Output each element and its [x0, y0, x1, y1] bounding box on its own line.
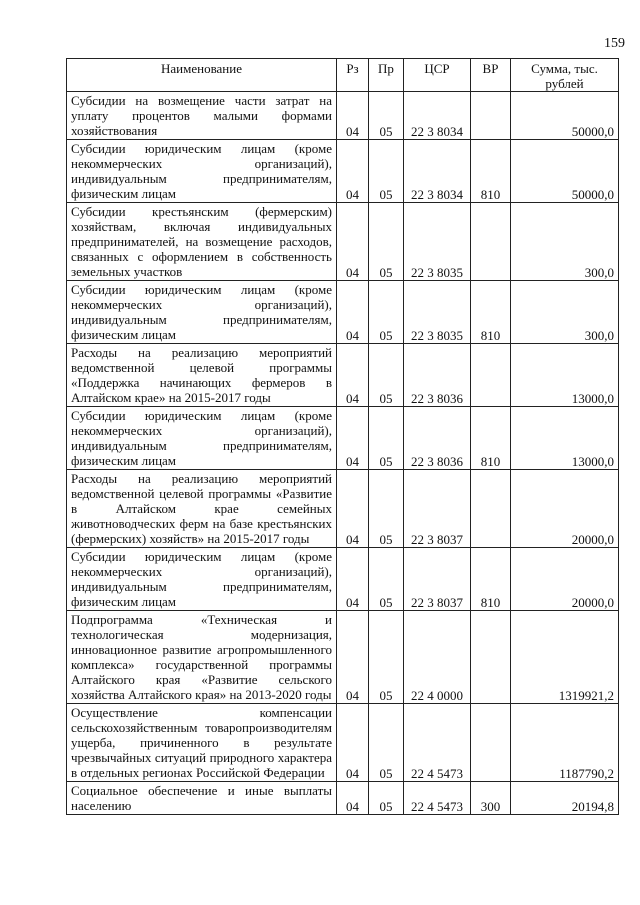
header-vr: ВР — [471, 59, 511, 92]
cell-pr: 05 — [369, 611, 404, 704]
cell-rz: 04 — [337, 407, 369, 470]
cell-rz: 04 — [337, 704, 369, 782]
table-row — [67, 140, 619, 203]
cell-pr: 05 — [369, 92, 404, 140]
cell-name: Социальное обеспечение и иные выплаты населению — [67, 782, 337, 815]
cell-vr: 810 — [471, 281, 511, 344]
header-name: Наименование — [67, 59, 337, 92]
cell-pr: 05 — [369, 470, 404, 548]
table-header-row — [67, 59, 619, 92]
cell-csr: 22 3 8035 — [404, 203, 471, 281]
cell-csr: 22 4 5473 — [404, 704, 471, 782]
cell-name: Субсидии юридическим лицам (кроме некоммерческих организаций), индивидуальным предпринимателям, физическим лицам — [67, 407, 337, 470]
cell-name: Расходы на реализацию мероприятий ведомственной целевой программы «Поддержка начинающих фермеров в Алтайском крае» на 2015-2017 годы — [67, 344, 337, 407]
cell-csr: 22 3 8037 — [404, 548, 471, 611]
cell-vr — [471, 203, 511, 281]
cell-csr: 22 4 5473 — [404, 782, 471, 815]
cell-csr: 22 4 0000 — [404, 611, 471, 704]
header-rz: Рз — [337, 59, 369, 92]
cell-csr: 22 3 8034 — [404, 140, 471, 203]
cell-pr: 05 — [369, 407, 404, 470]
cell-name: Подпрограмма «Техническая и технологическая модернизация, инновационное развитие агропромышленного комплекса» государственной программы Алтайского края «Развитие сельского хозяйства Алтайского края» на 2013-2020 годы — [67, 611, 337, 704]
page-number: 159 — [604, 36, 625, 51]
table-row — [67, 470, 619, 548]
cell-vr: 810 — [471, 548, 511, 611]
cell-sum: 20194,8 — [511, 782, 619, 815]
cell-vr — [471, 470, 511, 548]
cell-pr: 05 — [369, 140, 404, 203]
budget-table — [66, 58, 619, 815]
cell-csr: 22 3 8034 — [404, 92, 471, 140]
cell-csr: 22 3 8035 — [404, 281, 471, 344]
cell-name: Субсидии юридическим лицам (кроме некоммерческих организаций), индивидуальным предпринимателям, физическим лицам — [67, 140, 337, 203]
cell-rz: 04 — [337, 92, 369, 140]
cell-pr: 05 — [369, 281, 404, 344]
cell-pr: 05 — [369, 548, 404, 611]
cell-rz: 04 — [337, 281, 369, 344]
cell-name: Расходы на реализацию мероприятий ведомственной целевой программы «Развитие в Алтайском крае семейных животноводческих ферм на базе крестьянских (фермерских) хозяйств» на 2015-2017 годы — [67, 470, 337, 548]
table-row — [67, 611, 619, 704]
cell-sum: 50000,0 — [511, 140, 619, 203]
cell-rz: 04 — [337, 470, 369, 548]
header-sum: Сумма, тыс. рублей — [511, 59, 619, 92]
cell-sum: 300,0 — [511, 203, 619, 281]
cell-pr: 05 — [369, 782, 404, 815]
cell-vr — [471, 704, 511, 782]
cell-name: Субсидии юридическим лицам (кроме некоммерческих организаций), индивидуальным предпринимателям, физическим лицам — [67, 548, 337, 611]
cell-csr: 22 3 8036 — [404, 407, 471, 470]
cell-vr: 300 — [471, 782, 511, 815]
cell-rz: 04 — [337, 611, 369, 704]
cell-pr: 05 — [369, 203, 404, 281]
cell-rz: 04 — [337, 203, 369, 281]
cell-sum: 20000,0 — [511, 548, 619, 611]
header-pr: Пр — [369, 59, 404, 92]
cell-sum: 20000,0 — [511, 470, 619, 548]
cell-rz: 04 — [337, 140, 369, 203]
cell-csr: 22 3 8036 — [404, 344, 471, 407]
cell-sum: 13000,0 — [511, 344, 619, 407]
table-row — [67, 281, 619, 344]
cell-vr: 810 — [471, 407, 511, 470]
cell-rz: 04 — [337, 782, 369, 815]
cell-name: Субсидии юридическим лицам (кроме некоммерческих организаций), индивидуальным предпринимателям, физическим лицам — [67, 281, 337, 344]
header-csr: ЦСР — [404, 59, 471, 92]
table-row — [67, 203, 619, 281]
cell-pr: 05 — [369, 704, 404, 782]
table-row — [67, 704, 619, 782]
table-row — [67, 92, 619, 140]
table-row — [67, 548, 619, 611]
cell-vr: 810 — [471, 140, 511, 203]
cell-sum: 1187790,2 — [511, 704, 619, 782]
cell-csr: 22 3 8037 — [404, 470, 471, 548]
table-row — [67, 344, 619, 407]
cell-name: Субсидии крестьянским (фермерским) хозяйствам, включая индивидуальных предпринимателей, на возмещение расходов, связанных с оформлением в собственность земельных участков — [67, 203, 337, 281]
table-row — [67, 782, 619, 815]
cell-vr — [471, 92, 511, 140]
cell-sum: 13000,0 — [511, 407, 619, 470]
cell-rz: 04 — [337, 344, 369, 407]
cell-name: Осуществление компенсации сельскохозяйственным товаропроизводителям ущерба, причиненного в результате чрезвычайных ситуаций природного характера в отдельных регионах Российской Федерации — [67, 704, 337, 782]
cell-pr: 05 — [369, 344, 404, 407]
cell-vr — [471, 344, 511, 407]
table-row — [67, 407, 619, 470]
cell-name: Субсидии на возмещение части затрат на уплату процентов малыми формами хозяйствования — [67, 92, 337, 140]
cell-sum: 300,0 — [511, 281, 619, 344]
cell-sum: 1319921,2 — [511, 611, 619, 704]
cell-sum: 50000,0 — [511, 92, 619, 140]
cell-vr — [471, 611, 511, 704]
cell-rz: 04 — [337, 548, 369, 611]
